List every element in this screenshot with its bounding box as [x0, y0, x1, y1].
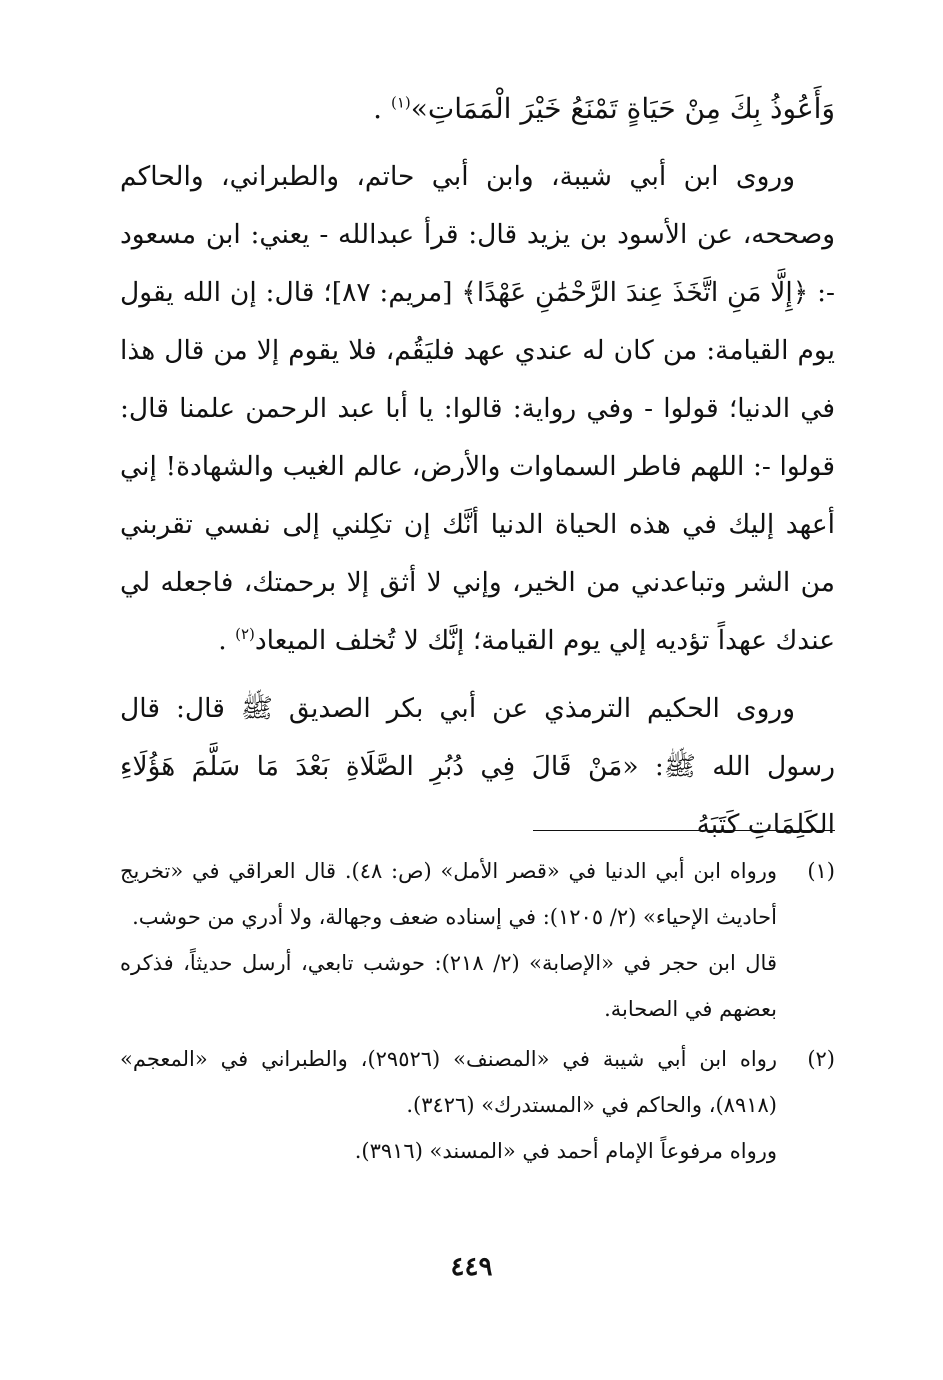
footnote-marker-2: (٢)	[235, 625, 255, 644]
paragraph-1	[120, 80, 835, 138]
footnote-marker-1: (١)	[390, 93, 411, 112]
footnote-2-line-1: رواه ابن أبي شيبة في «المصنف» (٢٩٥٢٦)، والطبراني في «المعجم» (٨٩١٨)، والحاكم في «المستدرك» (٣٤٢٦).	[120, 1047, 777, 1117]
paragraph-1-end: .	[373, 92, 391, 125]
page-number: ٤٤٩	[450, 1252, 493, 1282]
footnote-1-line-2: قال ابن حجر في «الإصابة» (٢/ ٢١٨): حوشب تابعي، أرسل حديثاً، فذكره بعضهم في الصحابة.	[120, 951, 777, 1021]
main-text	[120, 80, 835, 854]
footnote-1-line-1: ورواه ابن أبي الدنيا في «قصر الأمل» (ص: ٤٨). قال العراقي في «تخريج أحاديث الإحياء» (٢/ ١٢٠٥): في إسناده ضعف وجهالة، ولا أدري من حوشب.	[120, 859, 777, 929]
footnotes	[120, 848, 835, 1178]
footnote-2-line-2: ورواه مرفوعاً الإمام أحمد في «المسند» (٣٩١٦).	[354, 1139, 777, 1163]
paragraph-2-text: وروى ابن أبي شيبة، وابن أبي حاتم، والطبراني، والحاكم وصححه، عن الأسود بن يزيد قال: قرأ عبدالله - يعني: ابن مسعود -: ﴿إِلَّا مَنِ اتَّخَذَ عِندَ الرَّحْمَٰنِ عَهْدًا﴾ [مريم: ٨٧]؛ قال: إن الله يقول يوم القيامة: من كان له عندي عهد فليَقُم، فلا يقوم إلا من قال هذا في الدنيا؛ قولوا - وفي رواية: قالوا: يا أبا عبد الرحمن علمنا قال: قولوا -: اللهم فاطر السماوات والأرض، عالم الغيب والشهادة! إني أعهد إليك في هذه الحياة الدنيا أنَّك إن تكِلني إلى نفسي تقربني من الشر وتباعدني من الخير، وإني لا أثق إلا برحمتك، فاجعله لي عندك عهداً تؤديه إلي يوم القيامة؛ إنَّك لا تُخلف الميعاد	[120, 161, 835, 656]
paragraph-2-end: .	[218, 625, 236, 656]
footnote-separator	[533, 830, 835, 831]
paragraph-2	[120, 148, 835, 670]
paragraph-1-text: وَأَعُوذُ بِكَ مِنْ حَيَاةٍ تَمْنَعُ خَيْرَ الْمَمَاتِ»	[410, 92, 835, 125]
footnote-1	[120, 848, 835, 1032]
paragraph-3: وروى الحكيم الترمذي عن أبي بكر الصديق ﷺ قال: قال رسول الله ﷺ: «مَنْ قَالَ فِي دُبُرِ الصَّلَاةِ بَعْدَ مَا سَلَّمَ هَؤُلَاءِ الكَلِمَاتِ كَتَبَهُ	[120, 693, 835, 840]
footnote-1-number: (١)	[807, 859, 835, 883]
footnote-2-number: (٢)	[807, 1047, 835, 1071]
footnote-2	[120, 1036, 835, 1174]
